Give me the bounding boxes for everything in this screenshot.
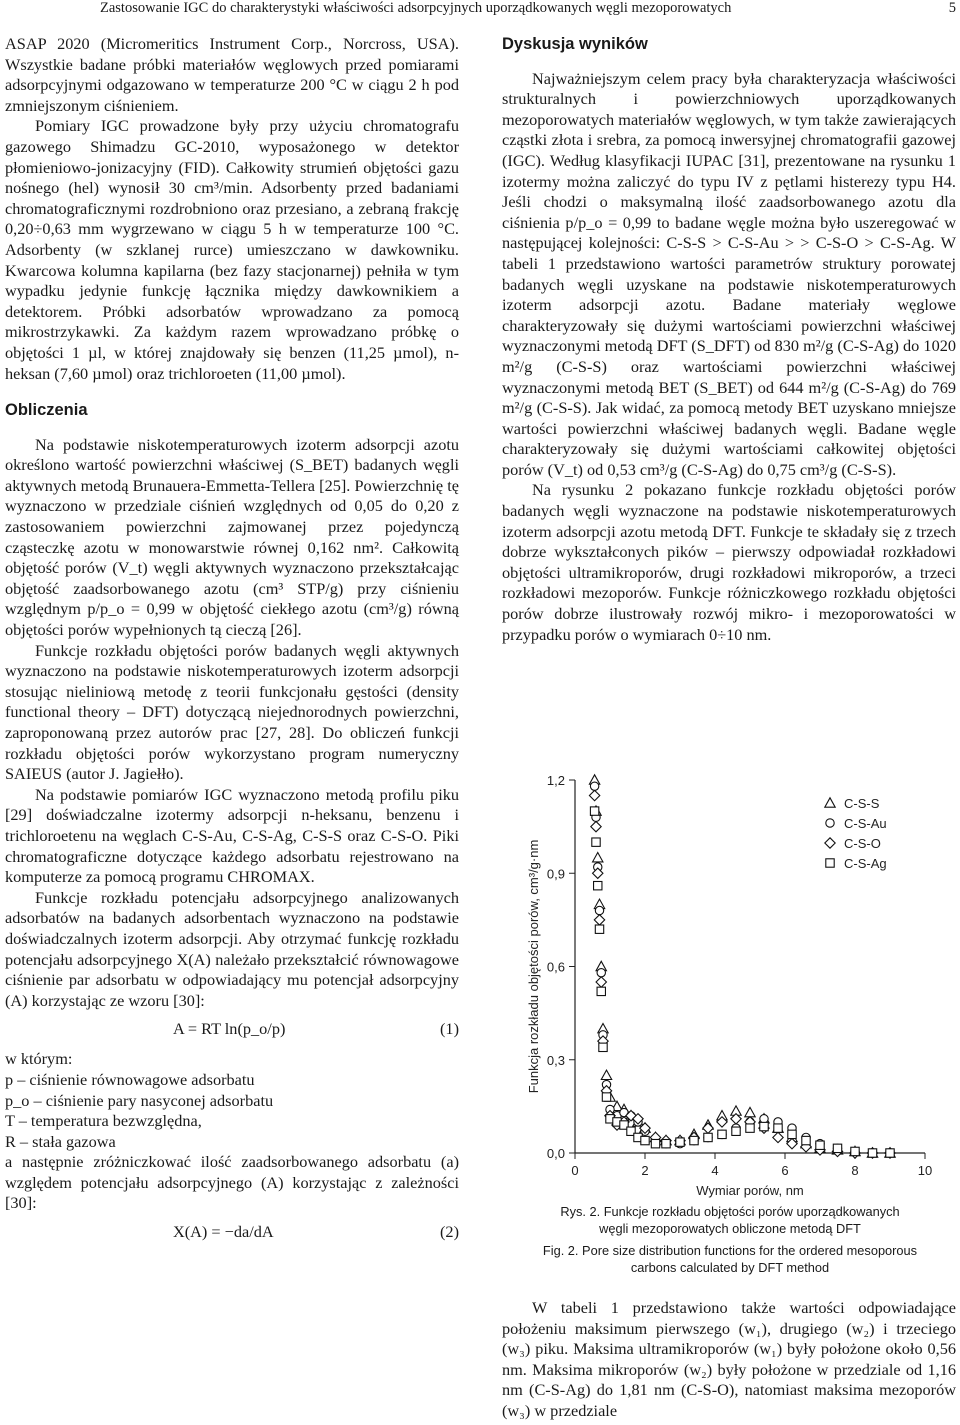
paragraph: Na rysunku 2 pokazano funkcje rozkładu objętości porów badanych węgli wyznaczone na podstawie niskotemperaturowych izoterm adsorpcji azotu metodą DFT. Funkcje te składały się z trzech dobrze wykształconych pików – pierwszy odpowiadał rozkładowi objętości ultramikroporów, drugi rozkładowi mikroporów, a trzeci rozkładowi mezoporów. Funkcje różniczkowego rozkładu objętości porów dobrze ilustrowały rozwój mikro- i mezoporowatości w przypadku porów o wymiarach 0÷10 nm. bbox=[502, 480, 956, 644]
data-point-c-s-o bbox=[703, 1123, 713, 1133]
page-number: 5 bbox=[948, 0, 956, 16]
variable-list bbox=[5, 1049, 459, 1152]
data-point-c-s-ag bbox=[594, 881, 602, 889]
y-tick-label: 0,0 bbox=[546, 1146, 565, 1161]
data-point-c-s-s bbox=[593, 853, 603, 862]
data-point-c-s-ag bbox=[760, 1122, 768, 1130]
data-point-c-s-ag bbox=[662, 1139, 670, 1147]
variable-definition: T – temperatura bezwzględna, bbox=[5, 1111, 202, 1131]
data-point-c-s-ag bbox=[833, 1144, 841, 1152]
equation-expression: X(A) = −da/dA bbox=[173, 1222, 274, 1242]
figure-2 bbox=[500, 768, 960, 1213]
x-tick-label: 6 bbox=[781, 1163, 789, 1178]
data-point-c-s-ag bbox=[590, 807, 598, 815]
data-point-c-s-ag bbox=[732, 1127, 740, 1135]
variable-definition: R – stała gazowa bbox=[5, 1131, 116, 1151]
pore-distribution-chart bbox=[500, 768, 960, 1198]
caption-line: węgli mezoporowatych obliczone metodą DFT bbox=[599, 1221, 861, 1236]
left-column bbox=[5, 34, 459, 1252]
legend-marker bbox=[825, 798, 835, 807]
legend-marker bbox=[825, 838, 835, 848]
legend-label: C-S-Au bbox=[844, 816, 887, 831]
equation-2 bbox=[5, 1222, 459, 1244]
variable-definition: p – ciśnienie równowagowe adsorbatu bbox=[5, 1069, 255, 1089]
equation-number: (2) bbox=[440, 1222, 459, 1242]
data-point-c-s-o bbox=[596, 977, 606, 987]
y-tick-label: 0,9 bbox=[546, 866, 565, 882]
data-point-c-s-ag bbox=[704, 1133, 712, 1141]
equation-number: (1) bbox=[440, 1019, 459, 1039]
legend-marker bbox=[826, 859, 834, 867]
data-point-c-s-au bbox=[595, 906, 603, 914]
y-tick-label: 0,3 bbox=[546, 1052, 565, 1068]
data-point-c-s-ag bbox=[595, 925, 603, 933]
y-axis-label: Funkcja rozkładu objętości porów, cm³/g·nm bbox=[526, 839, 541, 1094]
right-column-continued bbox=[502, 1298, 956, 1422]
data-point-c-s-o bbox=[594, 915, 604, 925]
right-column bbox=[502, 34, 956, 645]
running-title: Zastosowanie IGC do charakterystyki właściwości adsorpcyjnych uporządkowanych węgli mezoporowatych bbox=[100, 0, 732, 16]
section-heading-discussion: Dyskusja wyników bbox=[502, 35, 648, 53]
equation-expression: A = RT ln(p_o/p) bbox=[173, 1019, 286, 1039]
data-point-c-s-s bbox=[601, 1070, 611, 1079]
data-point-c-s-ag bbox=[718, 1130, 726, 1138]
where-label: w którym: bbox=[5, 1049, 73, 1069]
data-point-c-s-au bbox=[590, 782, 598, 790]
data-point-c-s-ag bbox=[690, 1136, 698, 1144]
caption-line: carbons calculated by DFT method bbox=[630, 1260, 830, 1275]
data-point-c-s-ag bbox=[816, 1141, 824, 1149]
data-point-c-s-ag bbox=[592, 838, 600, 846]
paragraph: W tabeli 1 przedstawiono także wartości odpowiadające położeniu maksimum pierwszego (w₁), drugiego (w₂) i trzeciego (w₃) piku. Maksima ultramikroporów (w₁) były położone około 0,56 nm. Maksima mikroporów (w₂) były położone w przedziale od 1,16 nm (C-S-Ag) do 1,81 nm (C-S-O), natomiast maksima mezoporów (w₃) w przedziale bbox=[502, 1298, 956, 1420]
x-tick-label: 0 bbox=[571, 1163, 579, 1178]
paragraph: Na podstawie pomiarów IGC wyznaczono metodą profilu piku [29] doświadczalne izotermy adsorpcji n-heksanu, benzenu i trichloroetenu na węglach C-S-Au, C-S-Ag, C-S-S oraz C-S-O. Piki chromatograficzne dotyczące każdego adsorbatu rejestrowano na komputerze za pomocą programu CHROMAX. bbox=[5, 784, 459, 887]
legend-label: C-S-Ag bbox=[844, 856, 887, 871]
caption-line: Rys. 2. Funkcje rozkładu objętości porów uporządkowanych bbox=[560, 1204, 900, 1219]
equation-1 bbox=[5, 1019, 459, 1041]
data-point-c-s-ag bbox=[746, 1124, 754, 1132]
data-point-c-s-ag bbox=[788, 1130, 796, 1138]
variable-definition: p_o – ciśnienie pary nasyconej adsorbatu bbox=[5, 1090, 274, 1110]
y-tick-label: 1,2 bbox=[546, 773, 565, 788]
data-point-c-s-ag bbox=[602, 1093, 610, 1101]
section-heading-calculations: Obliczenia bbox=[5, 401, 88, 420]
data-point-c-s-ag bbox=[676, 1138, 684, 1146]
data-point-c-s-o bbox=[589, 790, 599, 800]
paragraph: a następnie zróżniczkować ilość zaadsorbowanego adsorbatu (a) względem potencjału adsorpcyjnego (A) korzystając z zależności [30]: bbox=[5, 1152, 459, 1213]
paragraph: Funkcje rozkładu potencjału adsorpcyjnego analizowanych adsorbatów na badanych adsorbentach wyznaczono na podstawie doświadczalnych izoterm adsorpcji. Aby otrzymać funkcję rozkładu potencjału adsorpcyjnego X(A) należało przekształcić równowagowe ciśnienie par adsorbatu w odpowiadający mu potencjał adsorpcyjny (A) korzystając ze wzoru [30]: bbox=[5, 887, 459, 1010]
x-tick-label: 8 bbox=[851, 1163, 859, 1178]
data-point-c-s-ag bbox=[774, 1124, 782, 1132]
data-point-c-s-ag bbox=[597, 987, 605, 995]
legend-marker bbox=[826, 819, 834, 827]
data-point-c-s-au bbox=[760, 1115, 768, 1123]
x-tick-label: 2 bbox=[641, 1163, 649, 1178]
running-head bbox=[0, 0, 960, 20]
data-point-c-s-ag bbox=[851, 1147, 859, 1155]
x-tick-label: 10 bbox=[917, 1163, 933, 1178]
legend-label: C-S-S bbox=[844, 796, 880, 811]
legend-label: C-S-O bbox=[844, 836, 881, 851]
caption-line: Fig. 2. Pore size distribution functions for the ordered mesoporous bbox=[542, 1243, 918, 1258]
paragraph: Pomiary IGC prowadzone były przy użyciu chromatografu gazowego Shimadzu GC-2010, wyposażonego w detektor płomieniowo-jonizacyjny (FID). Całkowity strumień objętości gazu nośnego (hel) wynosił 30 cm³/min. Adsorbenty przed badaniami chromatograficznymi rozdrobniono oraz przesiano, a zebraną frakcję 0,20÷0,63 mm wygrzewano w ciągu 5 h w temperaturze 100 °C. Adsorbenty (w szklanej rurce) umieszczano w dawkowniku. Kwarcowa kolumna kapilarna (bez fazy stacjonarnej) pełniła w tym wypadku jedynie funkcję łącznika między dawkownikiem a detektorem. Próbki adsorbatów wprowadzano za pomocą mikrostrzykawki. Za każdym razem wprowadzano próbkę o objętości 1 µl, w której znajdowały się benzen (11,25 µmol), n-heksan (7,60 µmol) oraz trichloroeten (11,00 µmol). bbox=[5, 116, 459, 383]
data-point-c-s-au bbox=[597, 969, 605, 977]
data-point-c-s-ag bbox=[651, 1139, 659, 1147]
data-point-c-s-o bbox=[591, 821, 601, 831]
y-tick-label: 0,6 bbox=[546, 959, 565, 975]
paragraph: Najważniejszym celem pracy była charakteryzacja właściwości strukturalnych i powierzchniowych uporządkowanych mezoporowatych materiałów węglowych, w tym także zawierających cząstki złota i srebra, za pomocą inwersyjnej chromatografii gazowej (IGC). Według klasyfikacji IUPAC [31], prezentowane na rysunku 1 izotermy można zaliczyć do typu IV z pętlami histerezy typu H4. Jeśli chodzi o maksymalną ilość zaadsorbowanego azotu dla ciśnienia p/p_o = 0,99 to badane węgle można było uszeregować w następującej kolejności: C-S-S > C-S-Au > > C-S-O > C-S-Ag. W tabeli 1 przedstawiono wartości parametrów struktury porowatej badanych węgli uzyskane na podstawie niskotemperaturowych izoterm adsorpcji azotu. Badane materiały węglowe charakteryzowały się dużymi wartościami powierzchni właściwej wyznaczonymi metodą DFT (S_DFT) od 830 m²/g (C-S-Ag) do 1020 m²/g (C-S-S) oraz wartościami powierzchni właściwej wyznaczonymi metodą BET (S_BET) od 644 m²/g (C-S-Ag) do 769 m²/g (C-S-S). Jak widać, za pomocą metody BET uzyskano mniejsze wartości powierzchni właściwej badanych węgli. Badane węgle charakteryzowały się dużymi wartościami całkowitej objętości porów (V_t) od 0,53 cm³/g (C-S-Ag) do 0,75 cm³/g (C-S-S). bbox=[502, 68, 956, 479]
paragraph: Na podstawie niskotemperaturowych izoterm adsorpcji azotu określono wartość powierzchni właściwej (S_BET) badanych węgli aktywnych metodą Brunauera-Emmetta-Tellera [25]. Powierzchnię tę wyznaczono w przedziale ciśnień względnych od 0,05 do 0,20 z zastosowaniem powierzchni zajmowanej przez pojedynczą cząsteczkę azotu w monowarstwie równej 0,162 nm². Całkowitą objętość porów (V_t) węgli aktywnych wyznaczono przekształcając objętość zaadsorbowanego azotu (cm³ STP/g) przy ciśnieniu względnym p/p_o = 0,99 w objętość ciekłego azotu (cm³/g) równą objętości porów wypełnionych tą cieczą [26]. bbox=[5, 434, 459, 640]
data-point-c-s-ag bbox=[886, 1149, 894, 1157]
data-point-c-s-ag bbox=[641, 1136, 649, 1144]
data-point-c-s-o bbox=[773, 1132, 783, 1142]
paragraph: Funkcje rozkładu objętości porów badanych węgli aktywnych wyznaczono na podstawie niskotemperaturowych izoterm adsorpcji stosując nieliniową metodę z teorii funkcjonału gęstości (density functional theory – DFT) dotyczącą niejednorodnych powierzchni, zaproponowaną przez autorów prac [27, 28]. Do obliczeń funkcji rozkładu objętości porów wykorzystano program numeryczny SAIEUS (autor J. Jagiełło). bbox=[5, 640, 459, 784]
figure-caption-en bbox=[500, 1242, 960, 1276]
data-point-c-s-s bbox=[745, 1107, 755, 1116]
paragraph: ASAP 2020 (Micromeritics Instrument Corp., Norcross, USA). Wszystkie badane próbki materiałów węglowych przed pomiarami adsorpcyjnymi odgazowano w temperaturze 200 °C w ciągu 2 h pod zmniejszonym ciśnieniem. bbox=[5, 34, 459, 115]
x-tick-label: 4 bbox=[711, 1163, 719, 1178]
data-point-c-s-ag bbox=[802, 1136, 810, 1144]
data-point-c-s-ag bbox=[599, 1043, 607, 1051]
figure-caption-pl bbox=[500, 1203, 960, 1237]
x-axis-label: Wymiar porów, nm bbox=[696, 1183, 804, 1198]
data-point-c-s-ag bbox=[868, 1149, 876, 1157]
